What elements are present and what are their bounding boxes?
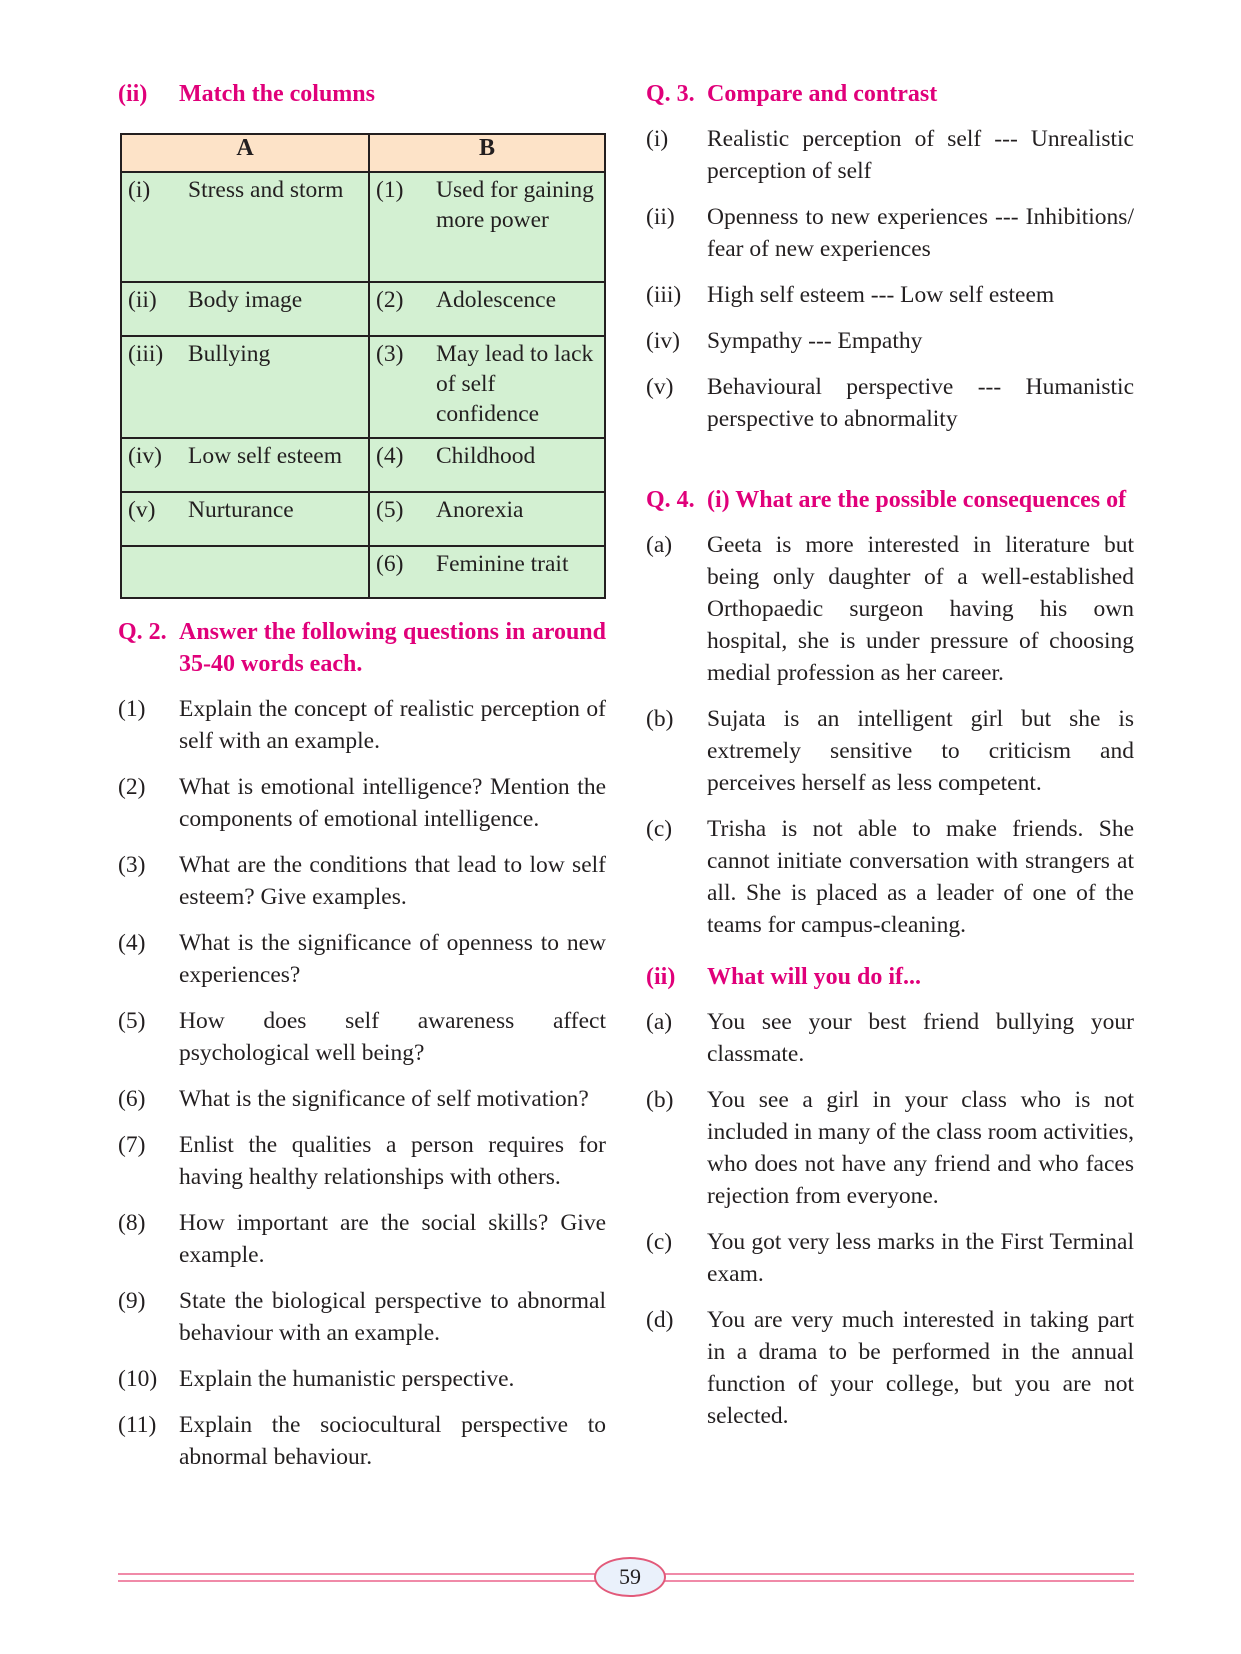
match-heading [118,78,604,110]
column-b-number: (4) [376,443,404,469]
match-table-row [121,336,605,438]
item-number: (a) [646,532,673,558]
item-number: (5) [118,1008,146,1034]
item-text: You got very less marks in the First Terminal exam. [707,1229,1134,1287]
column-b-text: Used for gaining more power [436,177,594,233]
item-text: Realistic perception of self --- Unrealistic perception of self [707,126,1134,184]
item-number: (c) [646,816,673,842]
item-text: Trisha is not able to make friends. She cannot initiate conversation with strangers at all. She is placed as a leader of one of the teams for campus-cleaning. [707,816,1134,938]
column-a-number: (i) [128,177,151,203]
question-3-text: Compare and contrast [707,81,938,107]
item-text: Sympathy --- Empathy [707,328,923,354]
match-heading-text: Match the columns [179,81,375,107]
list-item [646,813,1134,941]
item-number: (iii) [646,282,682,308]
column-b-text: Feminine trait [436,551,569,577]
item-number: (i) [646,126,669,152]
item-text: How does self awareness affect psychological well being? [179,1008,606,1066]
item-text: Explain the sociocultural perspective to abnormal behaviour. [179,1412,606,1470]
item-number: (6) [118,1086,146,1112]
question-4-sub-number: (ii) [646,964,676,990]
column-b-header: B [369,134,605,172]
question-4-sub-heading [646,961,1134,993]
column-a-cell [121,492,369,546]
list-item [646,1084,1134,1212]
column-b-cell [369,546,605,598]
item-text: You see your best friend bullying your classmate. [707,1009,1134,1067]
match-table [120,133,606,599]
list-item [646,1006,1134,1070]
column-a-cell [121,336,369,438]
item-number: (a) [646,1009,673,1035]
list-item [646,201,1134,265]
column-b-number: (3) [376,341,404,367]
list-item [646,279,1134,311]
column-b-text: Anorexia [436,497,524,523]
item-number: (b) [646,1087,674,1113]
column-b-number: (1) [376,177,404,203]
list-item [118,1083,606,1115]
item-text: How important are the social skills? Give example. [179,1210,606,1268]
list-item [118,1129,606,1193]
match-table-header-row [121,134,605,172]
question-2-heading [118,616,606,680]
item-text: Sujata is an intelligent girl but she is extremely sensitive to criticism and perceives herself as less competent. [707,706,1134,796]
column-b-cell [369,336,605,438]
question-2-section [118,616,606,1473]
column-b-number: (6) [376,551,404,577]
item-text: High self esteem --- Low self esteem [707,282,1055,308]
column-b-text: May lead to lack of self confidence [436,341,594,427]
question-4-text: (i) What are the possible consequences of [707,487,1127,513]
item-number: (7) [118,1132,146,1158]
column-b-text: Childhood [436,443,536,469]
match-table-row [121,546,605,598]
match-table-row [121,438,605,492]
item-number: (iv) [646,328,680,354]
question-4-sub-text: What will you do if... [707,964,922,990]
column-b-cell [369,172,605,282]
column-b-cell [369,438,605,492]
question-4-list [646,529,1134,941]
column-b-text: Adolescence [436,287,557,313]
item-number: (3) [118,852,146,878]
item-number: (9) [118,1288,146,1314]
item-text: You are very much interested in taking part in a drama to be performed in the annual function of your college, but you are not selected. [707,1307,1134,1429]
question-4-sub-list [646,1006,1134,1432]
item-number: (4) [118,930,146,956]
list-item [118,771,606,835]
question-2-text: Answer the following questions in around 35-40 words each. [179,619,606,677]
item-number: (ii) [646,204,675,230]
column-a-text: Low self esteem [188,443,343,469]
item-number: (2) [118,774,146,800]
column-a-number: (iv) [128,443,162,469]
question-3-list [646,123,1134,435]
list-item [118,849,606,913]
column-a-number: (iii) [128,341,164,367]
page-number: 59 [594,1557,666,1597]
item-number: (b) [646,706,674,732]
item-text: Explain the humanistic perspective. [179,1366,515,1392]
list-item [118,927,606,991]
item-text: You see a girl in your class who is not included in many of the class room activities, who does not have any friend and who faces rejection from everyone. [707,1087,1134,1209]
item-number: (c) [646,1229,673,1255]
column-b-cell [369,282,605,336]
column-a-text: Nurturance [188,497,294,523]
item-text: Explain the concept of realistic perception of self with an example. [179,696,606,754]
column-a-text: Stress and storm [188,177,344,203]
list-item [118,1207,606,1271]
match-table-row [121,172,605,282]
list-item [646,371,1134,435]
column-a-number: (ii) [128,287,157,313]
list-item [646,703,1134,799]
item-text: What is the significance of self motivation? [179,1086,589,1112]
item-text: Openness to new experiences --- Inhibitions/ fear of new experiences [707,204,1134,262]
item-text: Enlist the qualities a person requires for having healthy relationships with others. [179,1132,606,1190]
item-number: (10) [118,1366,158,1392]
question-3-number: Q. 3. [646,81,695,107]
list-item [646,123,1134,187]
item-number: (d) [646,1307,674,1333]
list-item [118,693,606,757]
match-table-row [121,282,605,336]
column-b-number: (5) [376,497,404,523]
list-item [118,1363,606,1395]
question-4-section [646,484,1134,1432]
column-a-cell [121,172,369,282]
list-item [646,529,1134,689]
question-4-number: Q. 4. [646,487,695,513]
column-a-header: A [121,134,369,172]
list-item [646,1226,1134,1290]
item-text: Geeta is more interested in literature but being only daughter of a well-established Orthopaedic surgeon having his own hospital, she is under pressure of choosing medial profession as her career. [707,532,1134,686]
question-2-number: Q. 2. [118,619,167,645]
item-text: What is the significance of openness to new experiences? [179,930,606,988]
match-table-row [121,492,605,546]
column-b-cell [369,492,605,546]
question-3-section [646,78,1134,435]
item-number: (11) [118,1412,157,1438]
item-number: (v) [646,374,674,400]
item-text: What are the conditions that lead to low self esteem? Give examples. [179,852,606,910]
column-b-number: (2) [376,287,404,313]
match-heading-number: (ii) [118,81,148,107]
list-item [118,1409,606,1473]
column-a-cell [121,282,369,336]
item-number: (1) [118,696,146,722]
question-4-heading [646,484,1134,516]
item-text: Behavioural perspective --- Humanistic perspective to abnormality [707,374,1134,432]
column-a-text: Body image [188,287,303,313]
item-number: (8) [118,1210,146,1236]
column-a-number: (v) [128,497,156,523]
item-text: What is emotional intelligence? Mention the components of emotional intelligence. [179,774,606,832]
list-item [646,325,1134,357]
question-3-heading [646,78,1134,110]
list-item [118,1005,606,1069]
column-a-text: Bullying [188,341,271,367]
question-2-list [118,693,606,1473]
column-a-cell [121,438,369,492]
column-a-cell [121,546,369,598]
item-text: State the biological perspective to abnormal behaviour with an example. [179,1288,606,1346]
list-item [118,1285,606,1349]
list-item [646,1304,1134,1432]
